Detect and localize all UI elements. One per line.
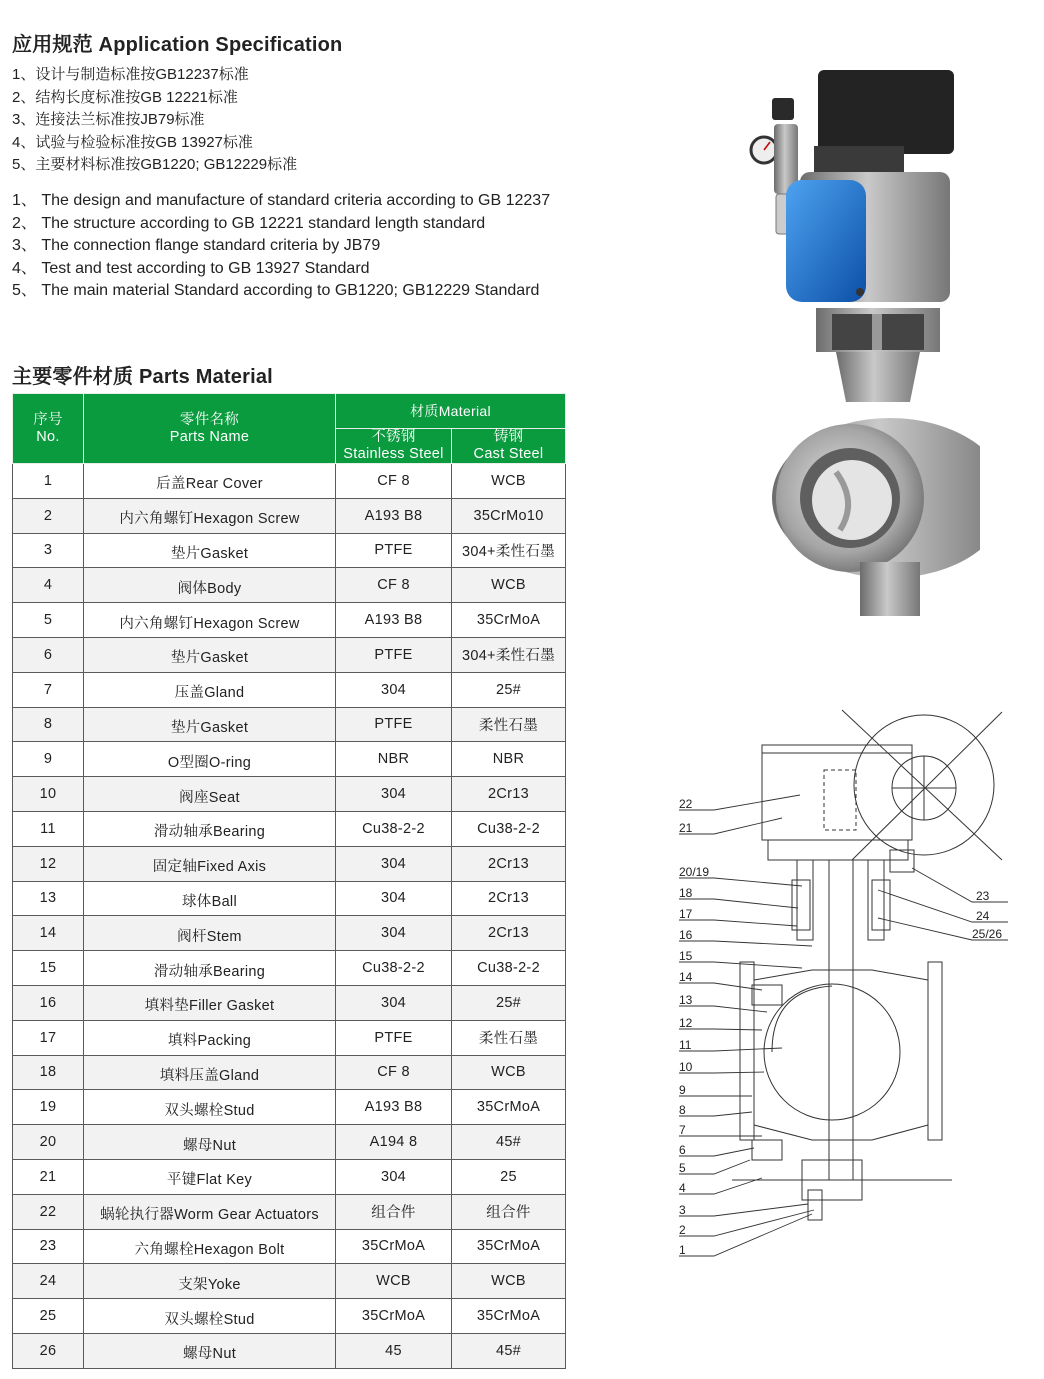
callout-label: 17 xyxy=(679,907,693,921)
valve-ball xyxy=(812,460,892,540)
cell-part-name: 压盖Gland xyxy=(84,672,336,707)
callout-label: 10 xyxy=(679,1060,693,1074)
cell-number: 16 xyxy=(13,985,84,1020)
cell-stainless-steel: A193 B8 xyxy=(336,498,452,533)
cell-part-name: 球体Ball xyxy=(84,881,336,916)
header-number-cn: 序号 xyxy=(33,411,63,428)
cell-part-name: 蜗轮执行器Worm Gear Actuators xyxy=(84,1194,336,1229)
cell-number: 10 xyxy=(13,777,84,812)
cell-stainless-steel: 304 xyxy=(336,1159,452,1194)
parts-heading: 主要零件材质 Parts Material xyxy=(12,366,273,388)
header-cs-cn: 铸钢 xyxy=(493,429,524,445)
callout-label: 11 xyxy=(679,1038,692,1052)
cell-stainless-steel: Cu38-2-2 xyxy=(336,811,452,846)
spec-heading: 应用规范 Application Specification xyxy=(12,34,343,56)
cell-number: 12 xyxy=(13,846,84,881)
callout-label: 14 xyxy=(679,970,693,984)
callout-label: 25/26 xyxy=(972,927,1003,941)
cell-stainless-steel: PTFE xyxy=(336,637,452,672)
cell-number: 23 xyxy=(13,1229,84,1264)
spec-item: 3、 The connection flange standard criteria by JB79 xyxy=(12,237,381,255)
spec-item: 5、 The main material Standard according to GB1220; GB12229 Standard xyxy=(12,282,540,300)
cell-cast-steel: 304+柔性石墨 xyxy=(452,533,566,568)
cell-part-name: 双头螺栓Stud xyxy=(84,1090,336,1125)
header-name-cn: 零件名称 xyxy=(179,411,240,428)
callout-leader-line xyxy=(912,868,1008,902)
cell-part-name: 填料压盖Gland xyxy=(84,1055,336,1090)
cell-part-name: 螺母Nut xyxy=(84,1125,336,1160)
cell-cast-steel: 2Cr13 xyxy=(452,881,566,916)
cell-number: 8 xyxy=(13,707,84,742)
cell-part-name: 支架Yoke xyxy=(84,1264,336,1299)
cell-part-name: 内六角螺钉Hexagon Screw xyxy=(84,498,336,533)
table-row xyxy=(13,985,566,1020)
callouts-right xyxy=(878,868,1008,941)
cell-part-name: 填料垫Filler Gasket xyxy=(84,985,336,1020)
cell-number: 20 xyxy=(13,1125,84,1160)
callout-leader-line xyxy=(679,1214,812,1256)
table-row xyxy=(13,1229,566,1264)
cell-cast-steel: 柔性石墨 xyxy=(452,707,566,742)
header-material: 材质Material xyxy=(336,394,566,429)
spec-item: 1、 The design and manufacture of standard criteria according to GB 12237 xyxy=(12,192,551,209)
cell-cast-steel: 柔性石墨 xyxy=(452,1020,566,1055)
cell-number: 2 xyxy=(13,498,84,533)
cell-stainless-steel: PTFE xyxy=(336,707,452,742)
spec-list-english xyxy=(12,190,550,303)
table-row xyxy=(13,1264,566,1299)
cell-cast-steel: Cu38-2-2 xyxy=(452,951,566,986)
cell-part-name: 垫片Gasket xyxy=(84,637,336,672)
cell-number: 15 xyxy=(13,951,84,986)
table-row xyxy=(13,1090,566,1125)
cell-part-name: 平键Flat Key xyxy=(84,1159,336,1194)
cell-number: 19 xyxy=(13,1090,84,1125)
cell-number: 1 xyxy=(13,464,84,499)
header-cast-steel xyxy=(452,429,566,464)
cell-cast-steel: 35CrMoA xyxy=(452,603,566,638)
callouts-left xyxy=(679,795,814,1257)
header-stainless-steel xyxy=(336,429,452,464)
cell-cast-steel: 304+柔性石墨 xyxy=(452,637,566,672)
cell-part-name: 阀座Seat xyxy=(84,777,336,812)
cell-part-name: 固定轴Fixed Axis xyxy=(84,846,336,881)
cell-stainless-steel: 304 xyxy=(336,846,452,881)
spec-item: 1、设计与制造标准按GB12237标准 xyxy=(12,66,249,83)
cell-part-name: 阀杆Stem xyxy=(84,916,336,951)
cell-stainless-steel: WCB xyxy=(336,1264,452,1299)
table-row xyxy=(13,1125,566,1160)
callout-label: 3 xyxy=(679,1203,686,1217)
cell-stainless-steel: 304 xyxy=(336,881,452,916)
callout-label: 18 xyxy=(679,886,693,900)
cell-part-name: O型圈O-ring xyxy=(84,742,336,777)
callout-leader-line xyxy=(679,878,802,886)
callout-leader-line xyxy=(679,941,812,946)
table-row xyxy=(13,637,566,672)
cell-part-name: 螺母Nut xyxy=(84,1333,336,1368)
cell-number: 14 xyxy=(13,916,84,951)
callout-label: 7 xyxy=(679,1123,686,1137)
cell-number: 6 xyxy=(13,637,84,672)
callout-label: 9 xyxy=(679,1083,686,1097)
valve-product-photo xyxy=(740,62,980,632)
callout-label: 1 xyxy=(679,1243,686,1257)
cell-part-name: 滑动轴承Bearing xyxy=(84,811,336,846)
callout-label: 23 xyxy=(976,889,990,903)
cell-number: 5 xyxy=(13,603,84,638)
cell-stainless-steel: CF 8 xyxy=(336,1055,452,1090)
cell-cast-steel: 25# xyxy=(452,672,566,707)
cell-cast-steel: NBR xyxy=(452,742,566,777)
cell-stainless-steel: CF 8 xyxy=(336,464,452,499)
cell-cast-steel: 35CrMoA xyxy=(452,1090,566,1125)
cell-part-name: 内六角螺钉Hexagon Screw xyxy=(84,603,336,638)
callout-label: 12 xyxy=(679,1016,693,1030)
cell-cast-steel: 45# xyxy=(452,1125,566,1160)
callout-leader-line xyxy=(679,983,762,990)
callout-label: 22 xyxy=(679,797,693,811)
cell-number: 18 xyxy=(13,1055,84,1090)
cell-cast-steel: 35CrMoA xyxy=(452,1299,566,1334)
cell-number: 9 xyxy=(13,742,84,777)
cell-cast-steel: WCB xyxy=(452,1055,566,1090)
cell-part-name: 阀体Body xyxy=(84,568,336,603)
cell-cast-steel: 35CrMo10 xyxy=(452,498,566,533)
table-row xyxy=(13,811,566,846)
cell-stainless-steel: 35CrMoA xyxy=(336,1299,452,1334)
table-row xyxy=(13,568,566,603)
header-ss-en: Stainless Steel xyxy=(343,446,444,462)
cell-stainless-steel: 35CrMoA xyxy=(336,1229,452,1264)
cell-part-name: 垫片Gasket xyxy=(84,533,336,568)
callout-leader-line xyxy=(679,1210,814,1236)
cell-number: 3 xyxy=(13,533,84,568)
cell-number: 11 xyxy=(13,811,84,846)
spec-item: 2、结构长度标准按GB 12221标准 xyxy=(12,88,238,106)
table-row xyxy=(13,603,566,638)
callout-label: 8 xyxy=(679,1103,686,1117)
cell-part-name: 双头螺栓Stud xyxy=(84,1299,336,1334)
cell-part-name: 垫片Gasket xyxy=(84,707,336,742)
cell-stainless-steel: CF 8 xyxy=(336,568,452,603)
callout-leader-line xyxy=(679,1048,782,1051)
valve-cross-section-diagram xyxy=(672,700,1012,1270)
table-row xyxy=(13,672,566,707)
cell-number: 13 xyxy=(13,881,84,916)
cell-cast-steel: Cu38-2-2 xyxy=(452,811,566,846)
cell-cast-steel: 2Cr13 xyxy=(452,916,566,951)
callout-label: 20/19 xyxy=(679,865,710,879)
header-number-en: No. xyxy=(36,428,60,445)
table-row xyxy=(13,846,566,881)
callout-label: 13 xyxy=(679,993,693,1007)
cell-part-name: 滑动轴承Bearing xyxy=(84,951,336,986)
cell-cast-steel: WCB xyxy=(452,568,566,603)
callout-label: 4 xyxy=(679,1181,686,1195)
cell-stainless-steel: 45 xyxy=(336,1333,452,1368)
callout-leader-line xyxy=(679,795,800,810)
cell-stainless-steel: 304 xyxy=(336,916,452,951)
table-row xyxy=(13,464,566,499)
header-part-name xyxy=(84,394,336,464)
header-cs-en: Cast Steel xyxy=(473,446,544,462)
callout-leader-line xyxy=(679,1148,754,1156)
cell-stainless-steel: PTFE xyxy=(336,533,452,568)
callout-leader-line xyxy=(679,1160,750,1174)
table-row xyxy=(13,881,566,916)
callout-label: 15 xyxy=(679,949,693,963)
table-row xyxy=(13,742,566,777)
actuator-blue-cap xyxy=(786,180,866,302)
table-row xyxy=(13,1194,566,1229)
positioner-box xyxy=(818,70,954,154)
spec-item: 4、 Test and test according to GB 13927 Standard xyxy=(12,259,370,277)
table-row xyxy=(13,777,566,812)
cell-part-name: 六角螺栓Hexagon Bolt xyxy=(84,1229,336,1264)
callout-leader-line xyxy=(679,899,798,908)
spec-item: 3、连接法兰标准按JB79标准 xyxy=(12,111,205,129)
callout-label: 21 xyxy=(679,821,693,835)
cell-stainless-steel: Cu38-2-2 xyxy=(336,951,452,986)
cell-number: 4 xyxy=(13,568,84,603)
parts-table-body xyxy=(13,464,566,1369)
cell-stainless-steel: A194 8 xyxy=(336,1125,452,1160)
cell-stainless-steel: 304 xyxy=(336,777,452,812)
cell-cast-steel: WCB xyxy=(452,1264,566,1299)
cell-number: 22 xyxy=(13,1194,84,1229)
cell-cast-steel: 2Cr13 xyxy=(452,777,566,812)
callout-label: 24 xyxy=(976,909,990,923)
table-row xyxy=(13,1333,566,1368)
cell-stainless-steel: 304 xyxy=(336,672,452,707)
table-row xyxy=(13,498,566,533)
spec-item: 4、试验与检验标准按GB 13927标准 xyxy=(12,133,253,151)
cell-stainless-steel: A193 B8 xyxy=(336,1090,452,1125)
cell-stainless-steel: NBR xyxy=(336,742,452,777)
table-row xyxy=(13,1055,566,1090)
table-row xyxy=(13,1299,566,1334)
cell-cast-steel: 25# xyxy=(452,985,566,1020)
cell-number: 7 xyxy=(13,672,84,707)
cell-cast-steel: 35CrMoA xyxy=(452,1229,566,1264)
header-number xyxy=(13,394,84,464)
parts-material-table xyxy=(12,393,566,1369)
header-ss-cn: 不锈钢 xyxy=(371,429,416,445)
callout-leader-line xyxy=(679,1204,808,1216)
cell-stainless-steel: 304 xyxy=(336,985,452,1020)
callout-label: 16 xyxy=(679,928,693,942)
table-row xyxy=(13,1159,566,1194)
callout-label: 2 xyxy=(679,1223,686,1237)
cell-number: 21 xyxy=(13,1159,84,1194)
cell-stainless-steel: A193 B8 xyxy=(336,603,452,638)
cell-cast-steel: 45# xyxy=(452,1333,566,1368)
cell-part-name: 后盖Rear Cover xyxy=(84,464,336,499)
table-row xyxy=(13,1020,566,1055)
header-name-en: Parts Name xyxy=(169,428,250,445)
cell-part-name: 填料Packing xyxy=(84,1020,336,1055)
callout-leader-line xyxy=(679,920,797,926)
table-row xyxy=(13,707,566,742)
callout-leader-line xyxy=(679,818,782,834)
table-row xyxy=(13,916,566,951)
spec-item: 5、主要材料标准按GB1220; GB12229标准 xyxy=(12,156,298,174)
cell-number: 24 xyxy=(13,1264,84,1299)
table-row xyxy=(13,951,566,986)
cell-cast-steel: 25 xyxy=(452,1159,566,1194)
cell-number: 17 xyxy=(13,1020,84,1055)
cell-number: 25 xyxy=(13,1299,84,1334)
spec-item: 2、 The structure according to GB 12221 standard length standard xyxy=(12,214,486,232)
table-row xyxy=(13,533,566,568)
callout-label: 6 xyxy=(679,1143,686,1157)
cell-cast-steel: 组合件 xyxy=(452,1194,566,1229)
spec-list-chinese xyxy=(12,64,297,177)
cell-stainless-steel: 组合件 xyxy=(336,1194,452,1229)
callout-leader-line xyxy=(679,1112,752,1116)
cell-stainless-steel: PTFE xyxy=(336,1020,452,1055)
cell-number: 26 xyxy=(13,1333,84,1368)
cell-cast-steel: 2Cr13 xyxy=(452,846,566,881)
callout-label: 5 xyxy=(679,1161,686,1175)
cell-cast-steel: WCB xyxy=(452,464,566,499)
